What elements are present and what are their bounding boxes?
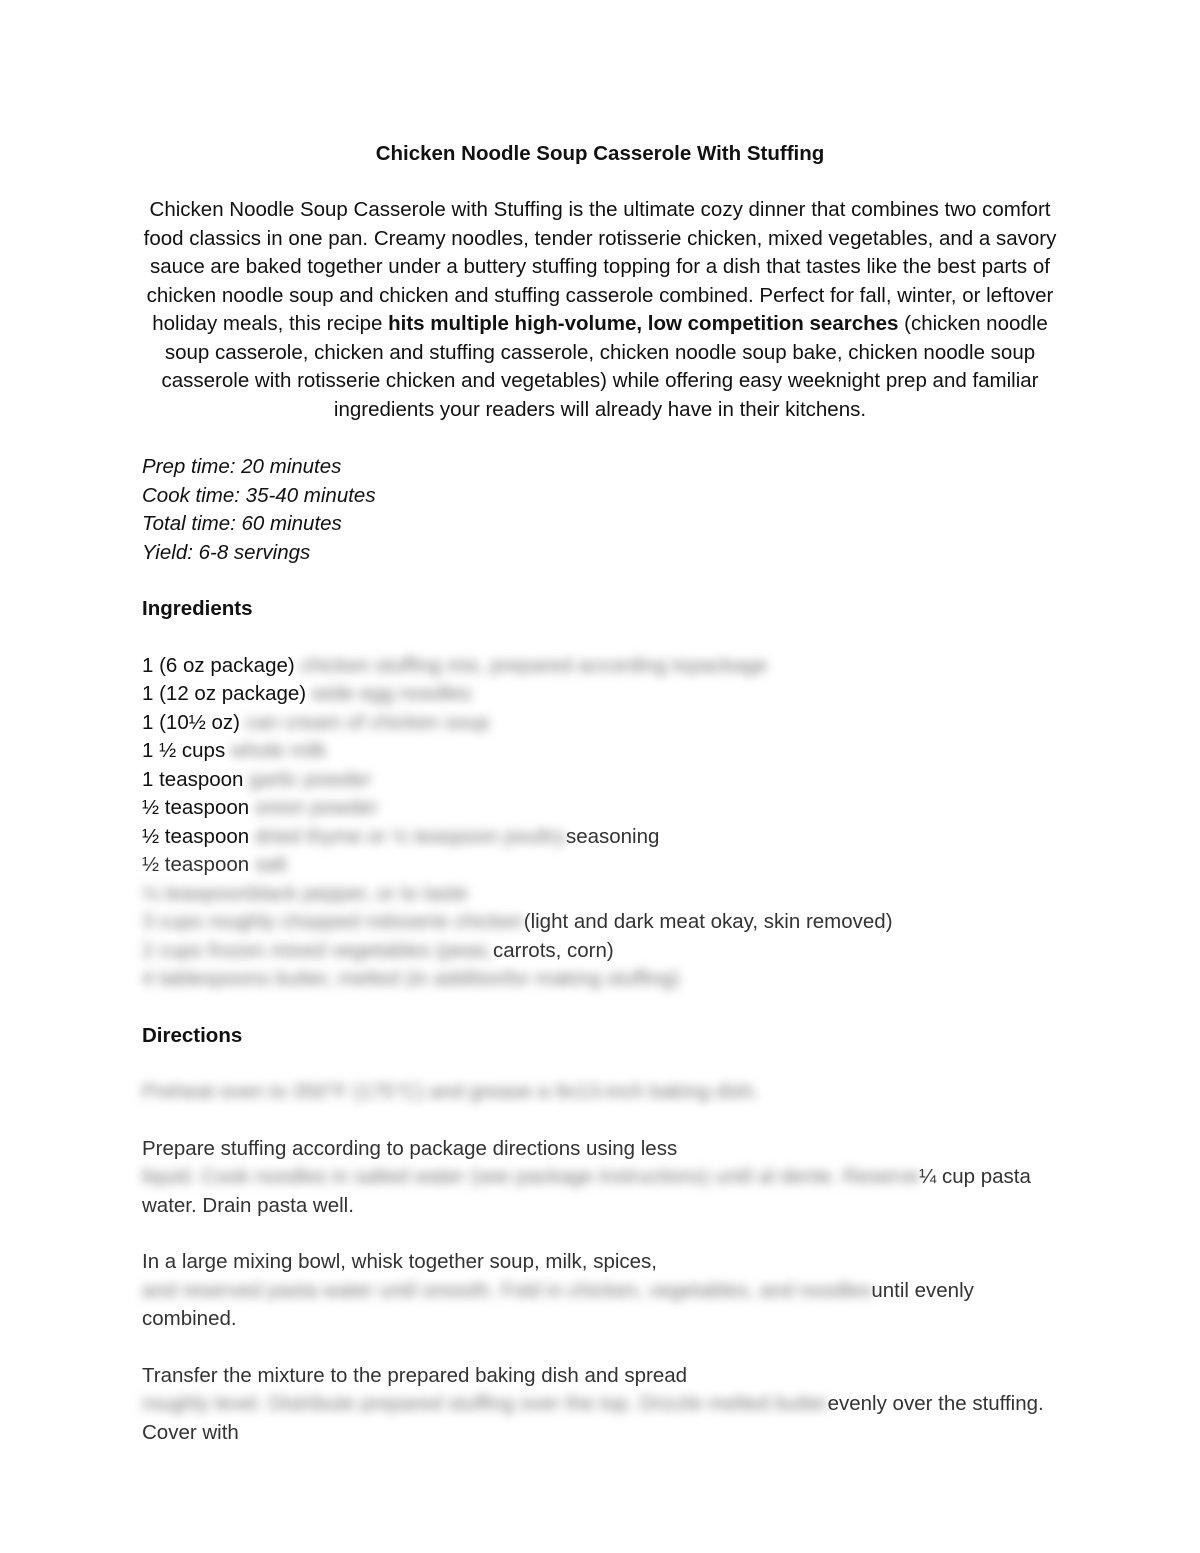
ingredient-item: ⅛ teaspoonblack pepper, or to taste	[142, 881, 468, 905]
ingredient-item: 4 tablespoons butter, melted (in additionfor making stuffing)	[142, 967, 680, 990]
direction-step: In a large mixing bowl, whisk together soup, milk, spices, and reserved pasta water until smooth. Fold in chicken, vegetables, and noodlesuntil evenly combined.	[142, 1250, 974, 1330]
ingredient-item: 3 cups roughly chopped rotisserie chicken(light and dark meat okay, skin removed)	[142, 910, 893, 933]
ingredient-item: 1 (10½ oz) can cream of chicken soup	[142, 710, 490, 734]
ingredient-item: 1 ½ cups whole milk	[142, 739, 327, 762]
ingredient-item: ½ teaspoon onion powder	[142, 796, 378, 819]
yield: Yield: 6-8 servings	[142, 540, 311, 564]
recipe-title: Chicken Noodle Soup Casserole With Stuffing	[375, 142, 825, 165]
intro-text-2: (chicken noodle soup casserole, chicken and stuffing casserole, chicken noodle soup bake, chicken noodle soup casserole with rotisserie chicken and vegetables) while offering easy weeknight prep and familiar ingredients your readers will already have in their kitchens.	[161, 312, 1048, 421]
ingredients-heading: Ingredients	[142, 597, 253, 620]
direction-step: Preheat oven to 350°F (175°C) and grease a 9x13-inch baking dish.	[142, 1080, 759, 1103]
directions-heading: Directions	[142, 1023, 243, 1047]
direction-step: Transfer the mixture to the prepared baking dish and spread roughly level. Distribute prepared stuffing over the top. Drizzle melted butterevenly over the stuffing. Cover with	[142, 1363, 1044, 1444]
ingredients-list	[142, 652, 1058, 994]
intro-bold-text: hits multiple high-volume, low competition searches	[388, 312, 899, 335]
ingredient-item: 1 (12 oz package) wide egg noodles	[142, 682, 472, 705]
total-time: Total time: 60 minutes	[142, 512, 342, 535]
ingredient-item: ½ teaspoon dried thyme or ½ teaspoon poultryseasoning	[142, 824, 660, 848]
intro-paragraph	[142, 196, 1058, 424]
prep-time: Prep time: 20 minutes	[142, 455, 342, 478]
ingredient-item: 1 teaspoon garlic powder	[142, 767, 372, 791]
ingredient-item: 1 (6 oz package) chicken stuffing mix, prepared according topackage	[142, 653, 768, 677]
document-page	[142, 140, 1058, 1475]
ingredient-item: ½ teaspoon salt	[142, 853, 287, 876]
intro-text-1: Chicken Noodle Soup Casserole with Stuffing is the ultimate cozy dinner that combines two comfort food classics in one pan. Creamy noodles, tender rotisserie chicken, mixed vegetables, and a savory sauce are baked together under a buttery stuffing topping for a dish that tastes like the best parts of chicken noodle soup and chicken and stuffing casserole combined. Perfect for fall, winter, or leftover holiday meals, this recipe	[143, 198, 1057, 335]
direction-step: Prepare stuffing according to package directions using less liquid. Cook noodles in salted water (see package instructions) until al dente. Reserve¼ cup pasta water. Drain pasta well.	[142, 1136, 1031, 1217]
ingredient-item: 2 cups frozen mixed vegetables (peas,carrots, corn)	[142, 938, 614, 962]
recipe-meta	[142, 453, 1058, 567]
cook-time: Cook time: 35-40 minutes	[142, 483, 376, 507]
